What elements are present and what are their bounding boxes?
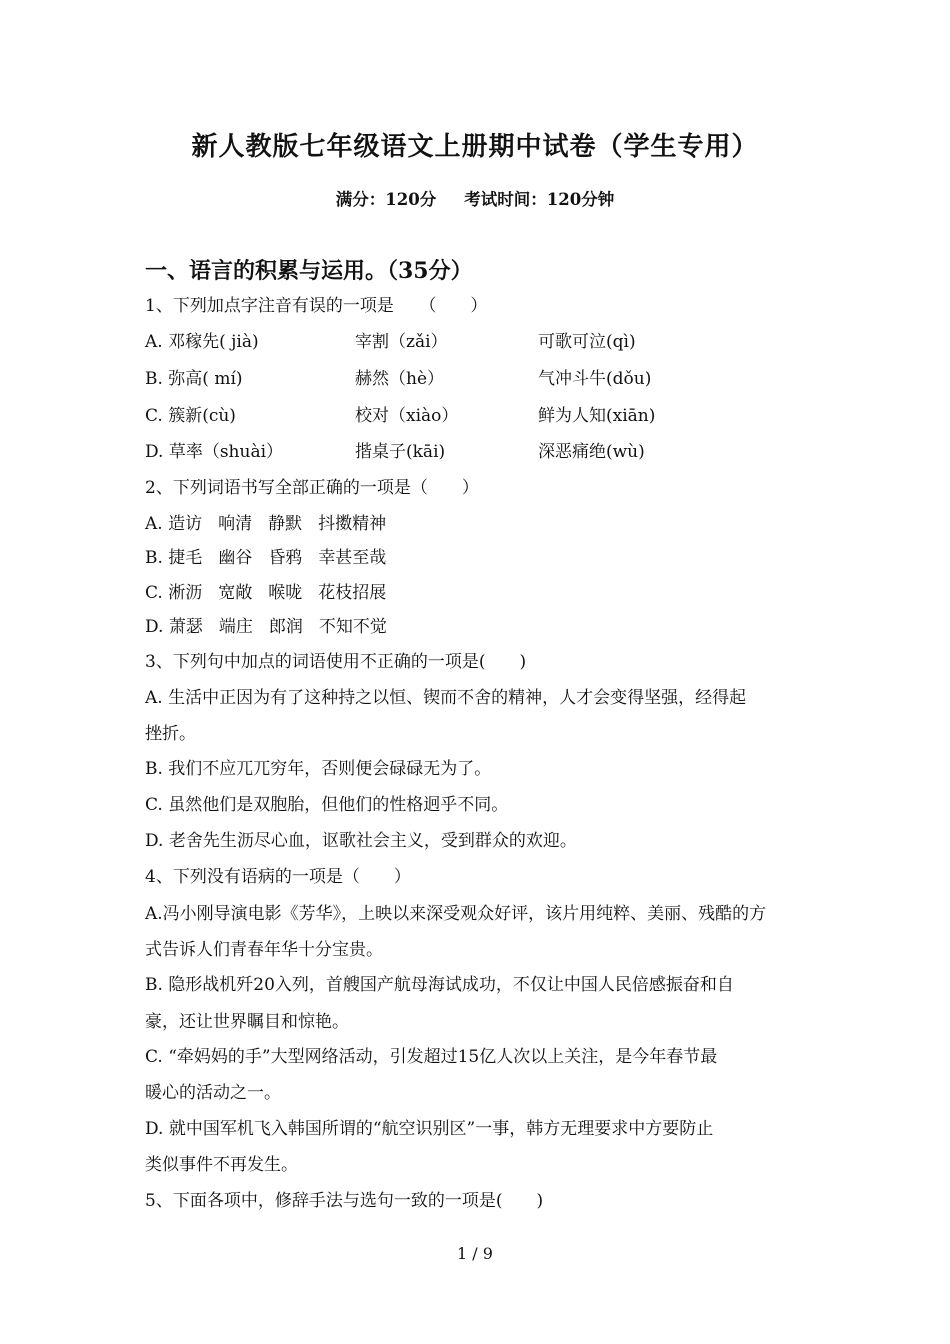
q1-option-b-2: 赫然（hè） xyxy=(355,369,445,389)
q1-option-c-2: 校对（xiào） xyxy=(355,406,459,426)
q2-d-word-4: 不知不觉 xyxy=(318,617,387,637)
q2-d-word-2: 端庄 xyxy=(218,617,253,637)
question-2-stem: 2、下列词语书写全部正确的一项是（ ） xyxy=(145,478,479,498)
q2-c-word-2: 宽敞 xyxy=(218,583,253,603)
q4-option-d-line-1: D. 就中国军机飞入韩国所谓的“航空识别区”一事，韩方无理要求中方要防止 xyxy=(145,1119,714,1139)
q2-option-c xyxy=(145,581,386,605)
q4-option-c-line-2: 暖心的活动之一。 xyxy=(145,1083,281,1103)
section-heading: 一、语言的积累与运用。（35分） xyxy=(145,258,473,284)
q2-c-word-1: C. 淅沥 xyxy=(145,583,203,603)
page-number: 1 / 9 xyxy=(457,1244,493,1263)
q1-option-d-1: D. 草率（shuài） xyxy=(145,442,284,462)
q2-d-word-3: 郎润 xyxy=(268,617,303,637)
q2-b-word-1: B. 捷毛 xyxy=(145,548,203,568)
question-4-stem: 4、下列没有语病的一项是（ ） xyxy=(145,867,411,887)
q1-option-d-3: 深恶痛绝(wù) xyxy=(538,442,645,462)
q4-option-a-line-1: A.冯小刚导演电影《芳华》，上映以来深受观众好评，该片用纯粹、美丽、残酷的方 xyxy=(145,904,767,924)
q4-option-b-line-2: 豪，还让世界瞩目和惊艳。 xyxy=(145,1012,349,1032)
q2-option-b xyxy=(145,546,386,570)
question-5-stem: 5、下面各项中，修辞手法与选句一致的一项是( ) xyxy=(145,1191,544,1211)
q3-option-a-line-1: A. 生活中正因为有了这种持之以恒、锲而不舍的精神，人才会变得坚强，经得起 xyxy=(145,688,747,708)
q2-option-d xyxy=(145,615,387,639)
q1-option-d-2: 揩桌子(kāi) xyxy=(355,442,446,462)
q2-c-word-3: 喉咙 xyxy=(268,583,303,603)
q2-b-word-2: 幽谷 xyxy=(218,548,253,568)
q2-a-word-4: 抖擞精神 xyxy=(318,514,387,534)
q3-option-d: D. 老舍先生沥尽心血，讴歌社会主义，受到群众的欢迎。 xyxy=(145,831,577,851)
q2-b-word-4: 幸甚至哉 xyxy=(318,548,387,568)
q3-option-a-line-2: 挫折。 xyxy=(145,724,196,744)
q2-a-word-1: A. 造访 xyxy=(145,514,203,534)
q2-a-word-2: 响清 xyxy=(218,514,253,534)
question-3-stem: 3、下列句中加点的词语使用不正确的一项是( ) xyxy=(145,652,527,672)
exam-meta xyxy=(0,186,950,210)
q4-option-c-line-1: C. “牵妈妈的手”大型网络活动，引发超过15亿人次以上关注，是今年春节最 xyxy=(145,1047,718,1067)
q1-option-c-3: 鲜为人知(xiān) xyxy=(538,406,656,426)
full-score: 满分：120分 xyxy=(335,190,437,209)
q2-option-a xyxy=(145,512,386,536)
q4-option-b-line-1: B. 隐形战机歼20入列，首艘国产航母海试成功，不仅让中国人民倍感振奋和自 xyxy=(145,975,734,995)
q1-option-a-1: A. 邓稼先( jià) xyxy=(145,332,259,352)
q1-option-b-1: B. 弥高( mí) xyxy=(145,369,243,389)
page-title: 新人教版七年级语文上册期中试卷（学生专用） xyxy=(191,132,759,162)
q2-a-word-3: 静默 xyxy=(268,514,303,534)
q4-option-a-line-2: 式告诉人们青春年华十分宝贵。 xyxy=(145,940,383,960)
q2-c-word-4: 花枝招展 xyxy=(318,583,387,603)
q1-option-a-3: 可歌可泣(qì) xyxy=(538,332,636,352)
q1-option-a-2: 宰割（zǎi） xyxy=(355,332,448,352)
q4-option-d-line-2: 类似事件不再发生。 xyxy=(145,1155,298,1175)
q2-d-word-1: D. 萧瑟 xyxy=(145,617,203,637)
q1-option-c-1: C. 簇新(cù) xyxy=(145,406,236,426)
question-1-stem: 1、下列加点字注音有误的一项是 （ ） xyxy=(145,296,488,316)
q3-option-c: C. 虽然他们是双胞胎，但他们的性格迥乎不同。 xyxy=(145,795,509,815)
q2-b-word-3: 昏鸦 xyxy=(268,548,303,568)
q1-option-b-3: 气冲斗牛(dǒu) xyxy=(538,369,652,389)
exam-time: 考试时间：120分钟 xyxy=(464,190,615,209)
q3-option-b: B. 我们不应兀兀穷年，否则便会碌碌无为了。 xyxy=(145,759,492,779)
